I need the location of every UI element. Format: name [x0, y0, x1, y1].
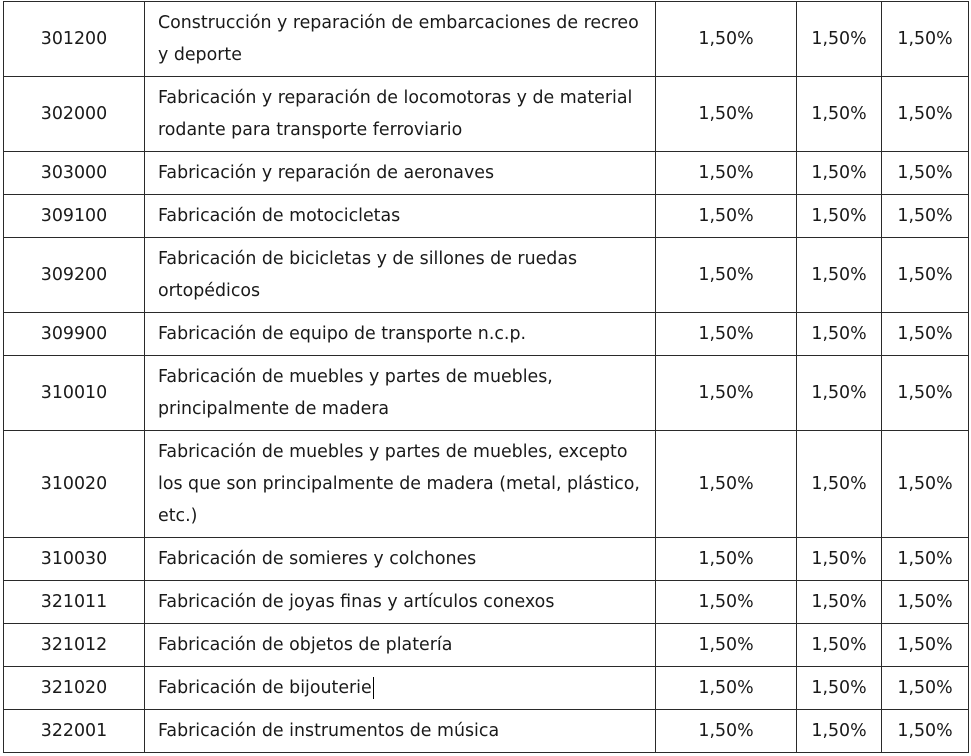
activity-description-cell[interactable]: Fabricación de equipo de transporte n.c.p.	[145, 313, 656, 356]
rate-cell-2[interactable]: 1,50%	[797, 356, 882, 431]
activity-description-cell[interactable]: Fabricación de muebles y partes de muebles, excepto los que son principalmente de madera (metal, plástico, etc.)	[145, 431, 656, 538]
rate-cell-3[interactable]: 1,50%	[882, 581, 969, 624]
rate-cell-2[interactable]: 1,50%	[797, 667, 882, 710]
activity-code-cell[interactable]: 321012	[4, 624, 145, 667]
table-row	[4, 667, 969, 710]
activity-code-cell[interactable]: 321011	[4, 581, 145, 624]
rate-cell-2[interactable]: 1,50%	[797, 238, 882, 313]
activity-description-cell[interactable]: Fabricación de joyas finas y artículos conexos	[145, 581, 656, 624]
activity-code-cell[interactable]: 309200	[4, 238, 145, 313]
rate-cell-3[interactable]: 1,50%	[882, 195, 969, 238]
rate-cell-2[interactable]: 1,50%	[797, 77, 882, 152]
rate-cell-1[interactable]: 1,50%	[656, 313, 797, 356]
table-row	[4, 624, 969, 667]
rate-cell-2[interactable]: 1,50%	[797, 538, 882, 581]
rate-cell-1[interactable]: 1,50%	[656, 238, 797, 313]
table-row	[4, 195, 969, 238]
table-row	[4, 313, 969, 356]
rate-cell-1[interactable]: 1,50%	[656, 77, 797, 152]
activity-description-cell[interactable]: Fabricación de objetos de platería	[145, 624, 656, 667]
table-row	[4, 581, 969, 624]
rate-cell-3[interactable]: 1,50%	[882, 238, 969, 313]
rate-cell-1[interactable]: 1,50%	[656, 624, 797, 667]
table-row	[4, 431, 969, 538]
rate-cell-2[interactable]: 1,50%	[797, 710, 882, 753]
activity-code-cell[interactable]: 310030	[4, 538, 145, 581]
activity-code-cell[interactable]: 309100	[4, 195, 145, 238]
rate-cell-2[interactable]: 1,50%	[797, 581, 882, 624]
rate-cell-3[interactable]: 1,50%	[882, 77, 969, 152]
rate-cell-2[interactable]: 1,50%	[797, 431, 882, 538]
rate-cell-3[interactable]: 1,50%	[882, 313, 969, 356]
rate-cell-1[interactable]: 1,50%	[656, 538, 797, 581]
activity-description-cell[interactable]: Construcción y reparación de embarcaciones de recreo y deporte	[145, 2, 656, 77]
table-row	[4, 238, 969, 313]
rate-cell-3[interactable]: 1,50%	[882, 538, 969, 581]
table-row	[4, 710, 969, 753]
activity-description-cell[interactable]: Fabricación de muebles y partes de muebles, principalmente de madera	[145, 356, 656, 431]
rate-cell-2[interactable]: 1,50%	[797, 2, 882, 77]
rate-cell-2[interactable]: 1,50%	[797, 152, 882, 195]
activity-code-cell[interactable]: 321020	[4, 667, 145, 710]
rate-cell-3[interactable]: 1,50%	[882, 2, 969, 77]
table-row	[4, 538, 969, 581]
rate-cell-3[interactable]: 1,50%	[882, 431, 969, 538]
table-row	[4, 2, 969, 77]
activity-code-cell[interactable]: 302000	[4, 77, 145, 152]
rate-cell-1[interactable]: 1,50%	[656, 581, 797, 624]
rate-cell-3[interactable]: 1,50%	[882, 624, 969, 667]
rate-cell-3[interactable]: 1,50%	[882, 356, 969, 431]
table-row	[4, 152, 969, 195]
table-row	[4, 77, 969, 152]
activity-code-cell[interactable]: 310010	[4, 356, 145, 431]
activity-code-cell[interactable]: 310020	[4, 431, 145, 538]
rate-cell-1[interactable]: 1,50%	[656, 152, 797, 195]
rate-cell-2[interactable]: 1,50%	[797, 195, 882, 238]
activity-description-text: Fabricación de bijouterie	[158, 678, 372, 698]
rate-cell-2[interactable]: 1,50%	[797, 624, 882, 667]
activity-code-cell[interactable]: 303000	[4, 152, 145, 195]
text-cursor	[373, 677, 374, 699]
activity-code-cell[interactable]: 301200	[4, 2, 145, 77]
rate-cell-3[interactable]: 1,50%	[882, 152, 969, 195]
rate-cell-1[interactable]: 1,50%	[656, 710, 797, 753]
activity-description-cell[interactable]: Fabricación y reparación de aeronaves	[145, 152, 656, 195]
rate-cell-3[interactable]: 1,50%	[882, 667, 969, 710]
activity-description-cell[interactable]: Fabricación de motocicletas	[145, 195, 656, 238]
activity-description-cell-editing[interactable]	[145, 667, 656, 710]
activity-code-cell[interactable]: 322001	[4, 710, 145, 753]
activity-description-cell[interactable]: Fabricación de bicicletas y de sillones de ruedas ortopédicos	[145, 238, 656, 313]
activity-description-cell[interactable]: Fabricación y reparación de locomotoras y de material rodante para transporte ferroviario	[145, 77, 656, 152]
activity-description-cell[interactable]: Fabricación de instrumentos de música	[145, 710, 656, 753]
activity-code-cell[interactable]: 309900	[4, 313, 145, 356]
rate-cell-1[interactable]: 1,50%	[656, 431, 797, 538]
rate-cell-1[interactable]: 1,50%	[656, 195, 797, 238]
rate-cell-1[interactable]: 1,50%	[656, 667, 797, 710]
rate-cell-3[interactable]: 1,50%	[882, 710, 969, 753]
rate-cell-2[interactable]: 1,50%	[797, 313, 882, 356]
activity-description-cell[interactable]: Fabricación de somieres y colchones	[145, 538, 656, 581]
activity-rate-table	[3, 1, 969, 753]
rate-cell-1[interactable]: 1,50%	[656, 356, 797, 431]
rate-cell-1[interactable]: 1,50%	[656, 2, 797, 77]
table-row	[4, 356, 969, 431]
